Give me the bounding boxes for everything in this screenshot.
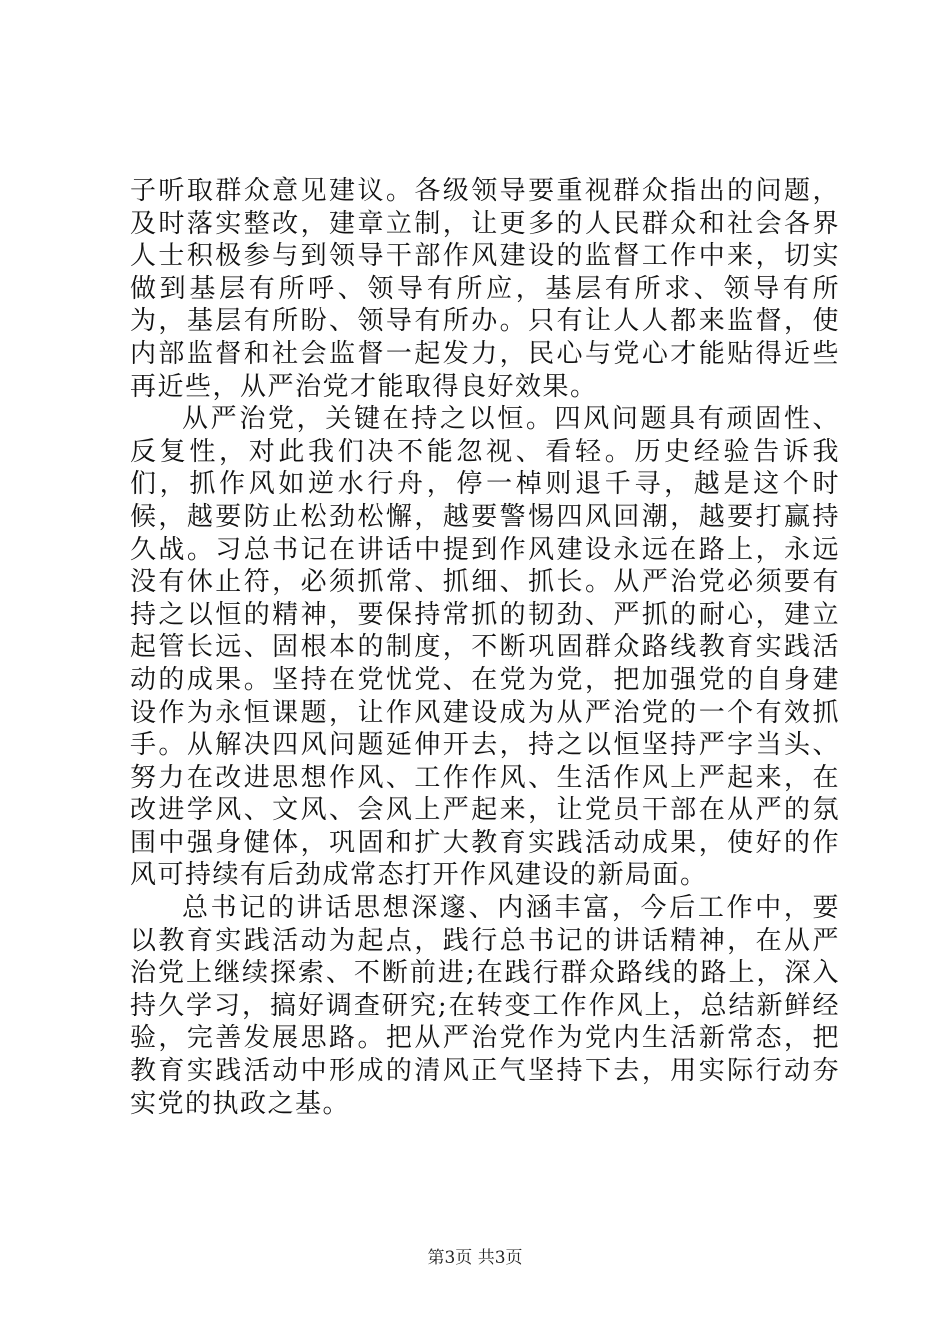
paragraph-conclusion: 总书记的讲话思想深邃、内涵丰富，今后工作中，要以教育实践活动为起点，践行总书记的讲话精神，在从严治党上继续探索、不断前进;在践行群众路线的路上，深入持久学习，搞好调查研究;在转变工作作风上，总结新鲜经验，完善发展思路。把从严治党作为党内生活新常态，把教育实践活动中形成的清风正气坚持下去，用实际行动夯实党的执政之基。 xyxy=(130,893,840,1119)
document-body xyxy=(130,175,840,1120)
page-footer: 第3页 共3页 xyxy=(427,1248,523,1268)
paragraph-persistence: 从严治党，关键在持之以恒。四风问题具有顽固性、反复性，对此我们决不能忽视、看轻。历史经验告诉我们，抓作风如逆水行舟，停一棹则退千寻，越是这个时候，越要防止松劲松懈，越要警惕四风回潮，越要打赢持久战。习总书记在讲话中提到作风建设永远在路上，永远没有休止符，必须抓常、抓细、抓长。从严治党必须要有持之以恒的精神，要保持常抓的韧劲、严抓的耐心，建立起管长远、固根本的制度，不断巩固群众路线教育实践活动的成果。坚持在党忧党、在党为党，把加强党的自身建设作为永恒课题，让作风建设成为从严治党的一个有效抓手。从解决四风问题延伸开去，持之以恒坚持严字当头、努力在改进思想作风、工作作风、生活作风上严起来，在改进学风、文风、会风上严起来，让党员干部在从严的氛围中强身健体，巩固和扩大教育实践活动成果，使好的作风可持续有后劲成常态打开作风建设的新局面。 xyxy=(130,404,840,891)
paragraph-continued: 子听取群众意见建议。各级领导要重视群众指出的问题，及时落实整改，建章立制，让更多的人民群众和社会各界人士积极参与到领导干部作风建设的监督工作中来，切实做到基层有所呼、领导有所应，基层有所求、领导有所为，基层有所盼、领导有所办。只有让人人都来监督，使内部监督和社会监督一起发力，民心与党心才能贴得近些再近些，从严治党才能取得良好效果。 xyxy=(130,176,840,402)
